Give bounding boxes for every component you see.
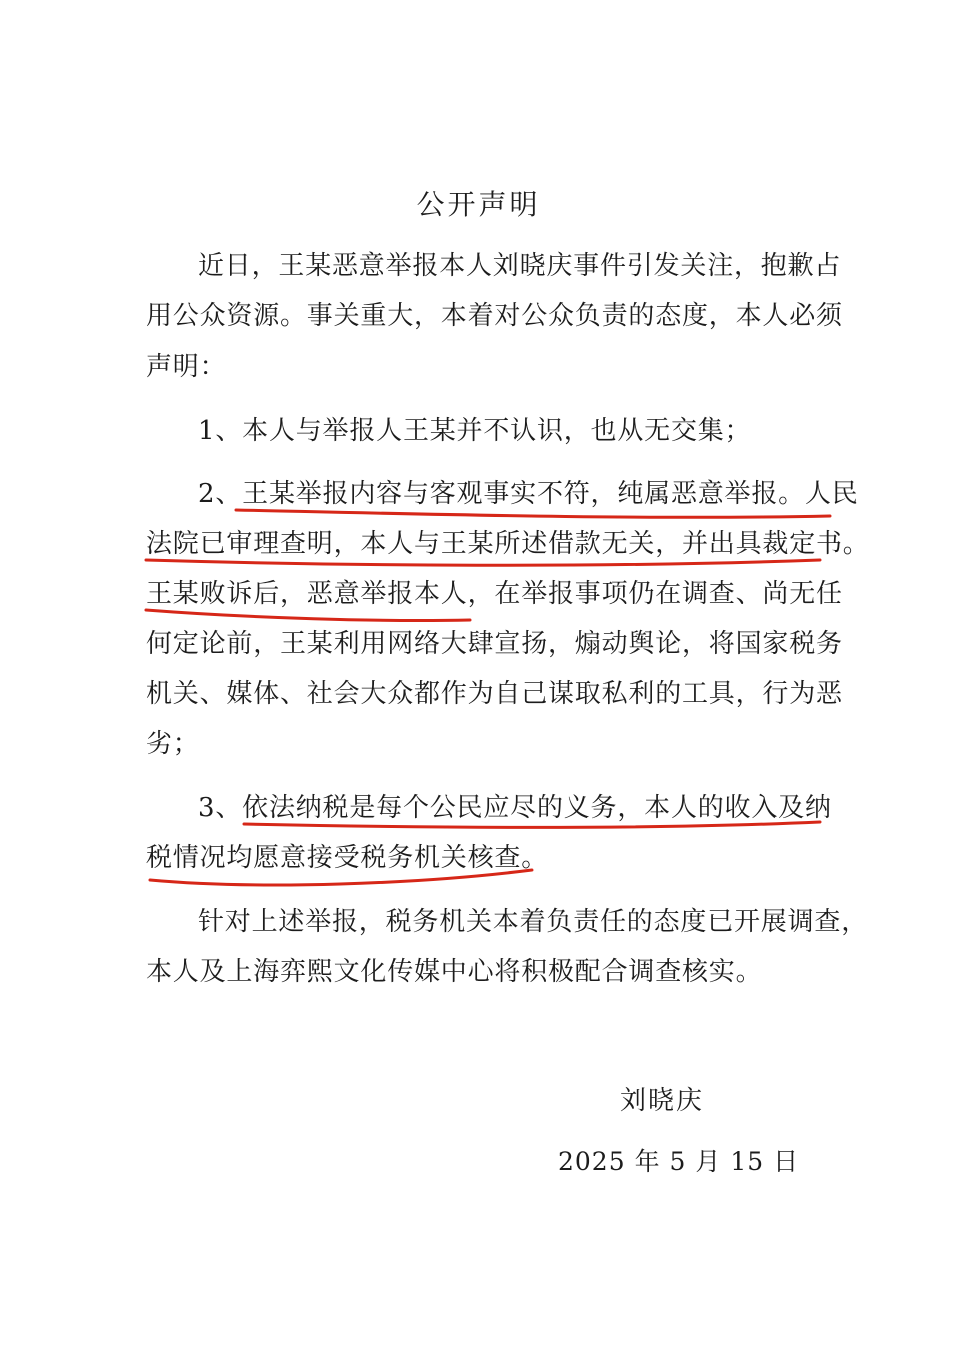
item-2-line-5: 机关、媒体、社会大众都作为自己谋取私利的工具，行为恶 bbox=[146, 679, 843, 709]
item-3-line-1: 3、依法纳税是每个公民应尽的义务，本人的收入及纳 bbox=[198, 793, 832, 823]
item-2-line-3: 王某败诉后，恶意举报本人，在举报事项仍在调查、尚无任 bbox=[146, 579, 843, 609]
paragraph-intro-line-2: 用公众资源。事关重大，本着对公众负责的态度，本人必须 bbox=[146, 301, 843, 331]
item-2-line-4: 何定论前，王某利用网络大肆宣扬，煽动舆论，将国家税务 bbox=[146, 629, 843, 659]
paragraph-intro-line-3: 声明： bbox=[146, 352, 227, 382]
signature: 刘晓庆 bbox=[620, 1086, 705, 1116]
item-1-line-1: 1、本人与举报人王某并不认识，也从无交集； bbox=[198, 416, 752, 446]
document-date: 2025 年 5 月 15 日 bbox=[558, 1147, 800, 1176]
item-2-line-1: 2、王某举报内容与客观事实不符，纯属恶意举报。人民 bbox=[198, 479, 859, 509]
paragraph-intro-line-1: 近日，王某恶意举报本人刘晓庆事件引发关注，抱歉占 bbox=[198, 251, 842, 281]
item-2-line-6: 劣； bbox=[146, 729, 200, 759]
closing-line-1: 针对上述举报，税务机关本着负责任的态度已开展调查， bbox=[198, 907, 869, 937]
document-title: 公开声明 bbox=[416, 188, 541, 221]
closing-line-2: 本人及上海弈熙文化传媒中心将积极配合调查核实。 bbox=[146, 957, 763, 987]
item-2-line-2: 法院已审理查明，本人与王某所述借款无关，并出具裁定书。 bbox=[146, 529, 870, 559]
item-3-line-2: 税情况均愿意接受税务机关核查。 bbox=[146, 843, 549, 873]
